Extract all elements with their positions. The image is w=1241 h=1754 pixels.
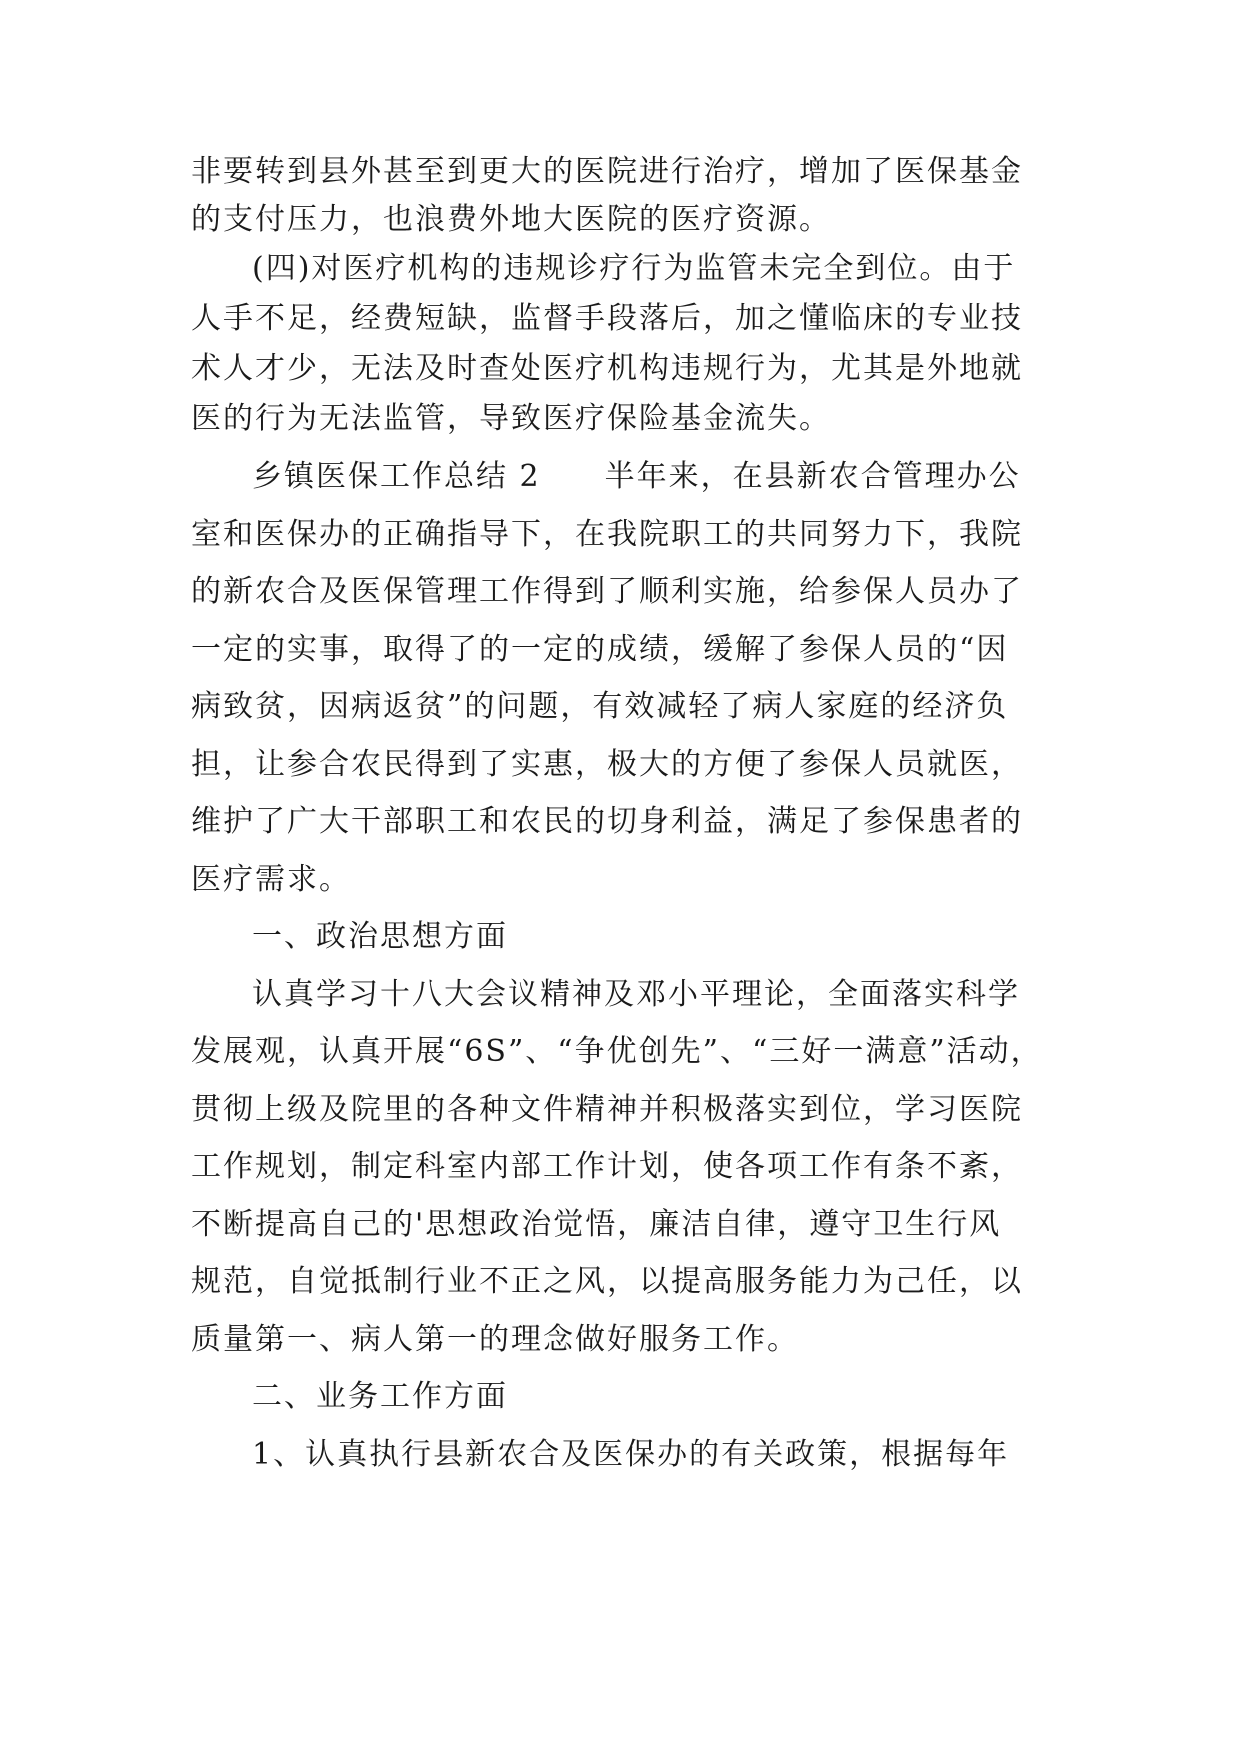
paragraph-line: 工作规划，制定科室内部工作计划，使各项工作有条不紊， (191, 1149, 1023, 1184)
paragraph-line: 室和医保办的正确指导下，在我院职工的共同努力下，我院 (191, 517, 1023, 552)
paragraph-line: 认真学习十八大会议精神及邓小平理论，全面落实科学 (252, 977, 1020, 1012)
paragraph-line: 一定的实事，取得了的一定的成绩，缓解了参保人员的“因 (191, 632, 1009, 667)
paragraph-line: 术人才少，无法及时查处医疗机构违规行为，尤其是外地就 (191, 351, 1023, 386)
paragraph-line: 1、认真执行县新农合及医保办的有关政策，根据每年 (252, 1437, 1010, 1472)
section-heading: 一、政治思想方面 (252, 919, 508, 954)
paragraph-line: 非要转到县外甚至到更大的医院进行治疗，增加了医保基金 (191, 154, 1023, 189)
paragraph-line: (四)对医疗机构的违规诊疗行为监管未完全到位。由于 (252, 251, 1016, 286)
paragraph-line: 的支付压力，也浪费外地大医院的医疗资源。 (191, 202, 831, 237)
paragraph-line: 乡镇医保工作总结 2 半年来，在县新农合管理办公 (252, 459, 1021, 494)
paragraph-line: 人手不足，经费短缺，监督手段落后，加之懂临床的专业技 (191, 301, 1023, 336)
paragraph-line: 质量第一、病人第一的理念做好服务工作。 (191, 1322, 799, 1357)
paragraph-line: 发展观，认真开展“6S”、“争优创先”、“三好一满意”活动， (191, 1034, 1043, 1069)
paragraph-line: 规范，自觉抵制行业不正之风，以提高服务能力为己任，以 (191, 1264, 1023, 1299)
paragraph-line: 医疗需求。 (191, 862, 351, 897)
paragraph-line: 担，让参合农民得到了实惠，极大的方便了参保人员就医， (191, 747, 1023, 782)
paragraph-line: 贯彻上级及院里的各种文件精神并积极落实到位，学习医院 (191, 1092, 1023, 1127)
section-heading: 二、业务工作方面 (252, 1379, 508, 1414)
paragraph-line: 病致贫，因病返贫”的问题，有效减轻了病人家庭的经济负 (191, 689, 1009, 724)
paragraph-line: 的新农合及医保管理工作得到了顺利实施，给参保人员办了 (191, 574, 1023, 609)
paragraph-line: 不断提高自己的'思想政治觉悟，廉洁自律，遵守卫生行风 (191, 1207, 1002, 1242)
paragraph-line: 维护了广大干部职工和农民的切身利益，满足了参保患者的 (191, 804, 1023, 839)
paragraph-line: 医的行为无法监管，导致医疗保险基金流失。 (191, 401, 831, 436)
